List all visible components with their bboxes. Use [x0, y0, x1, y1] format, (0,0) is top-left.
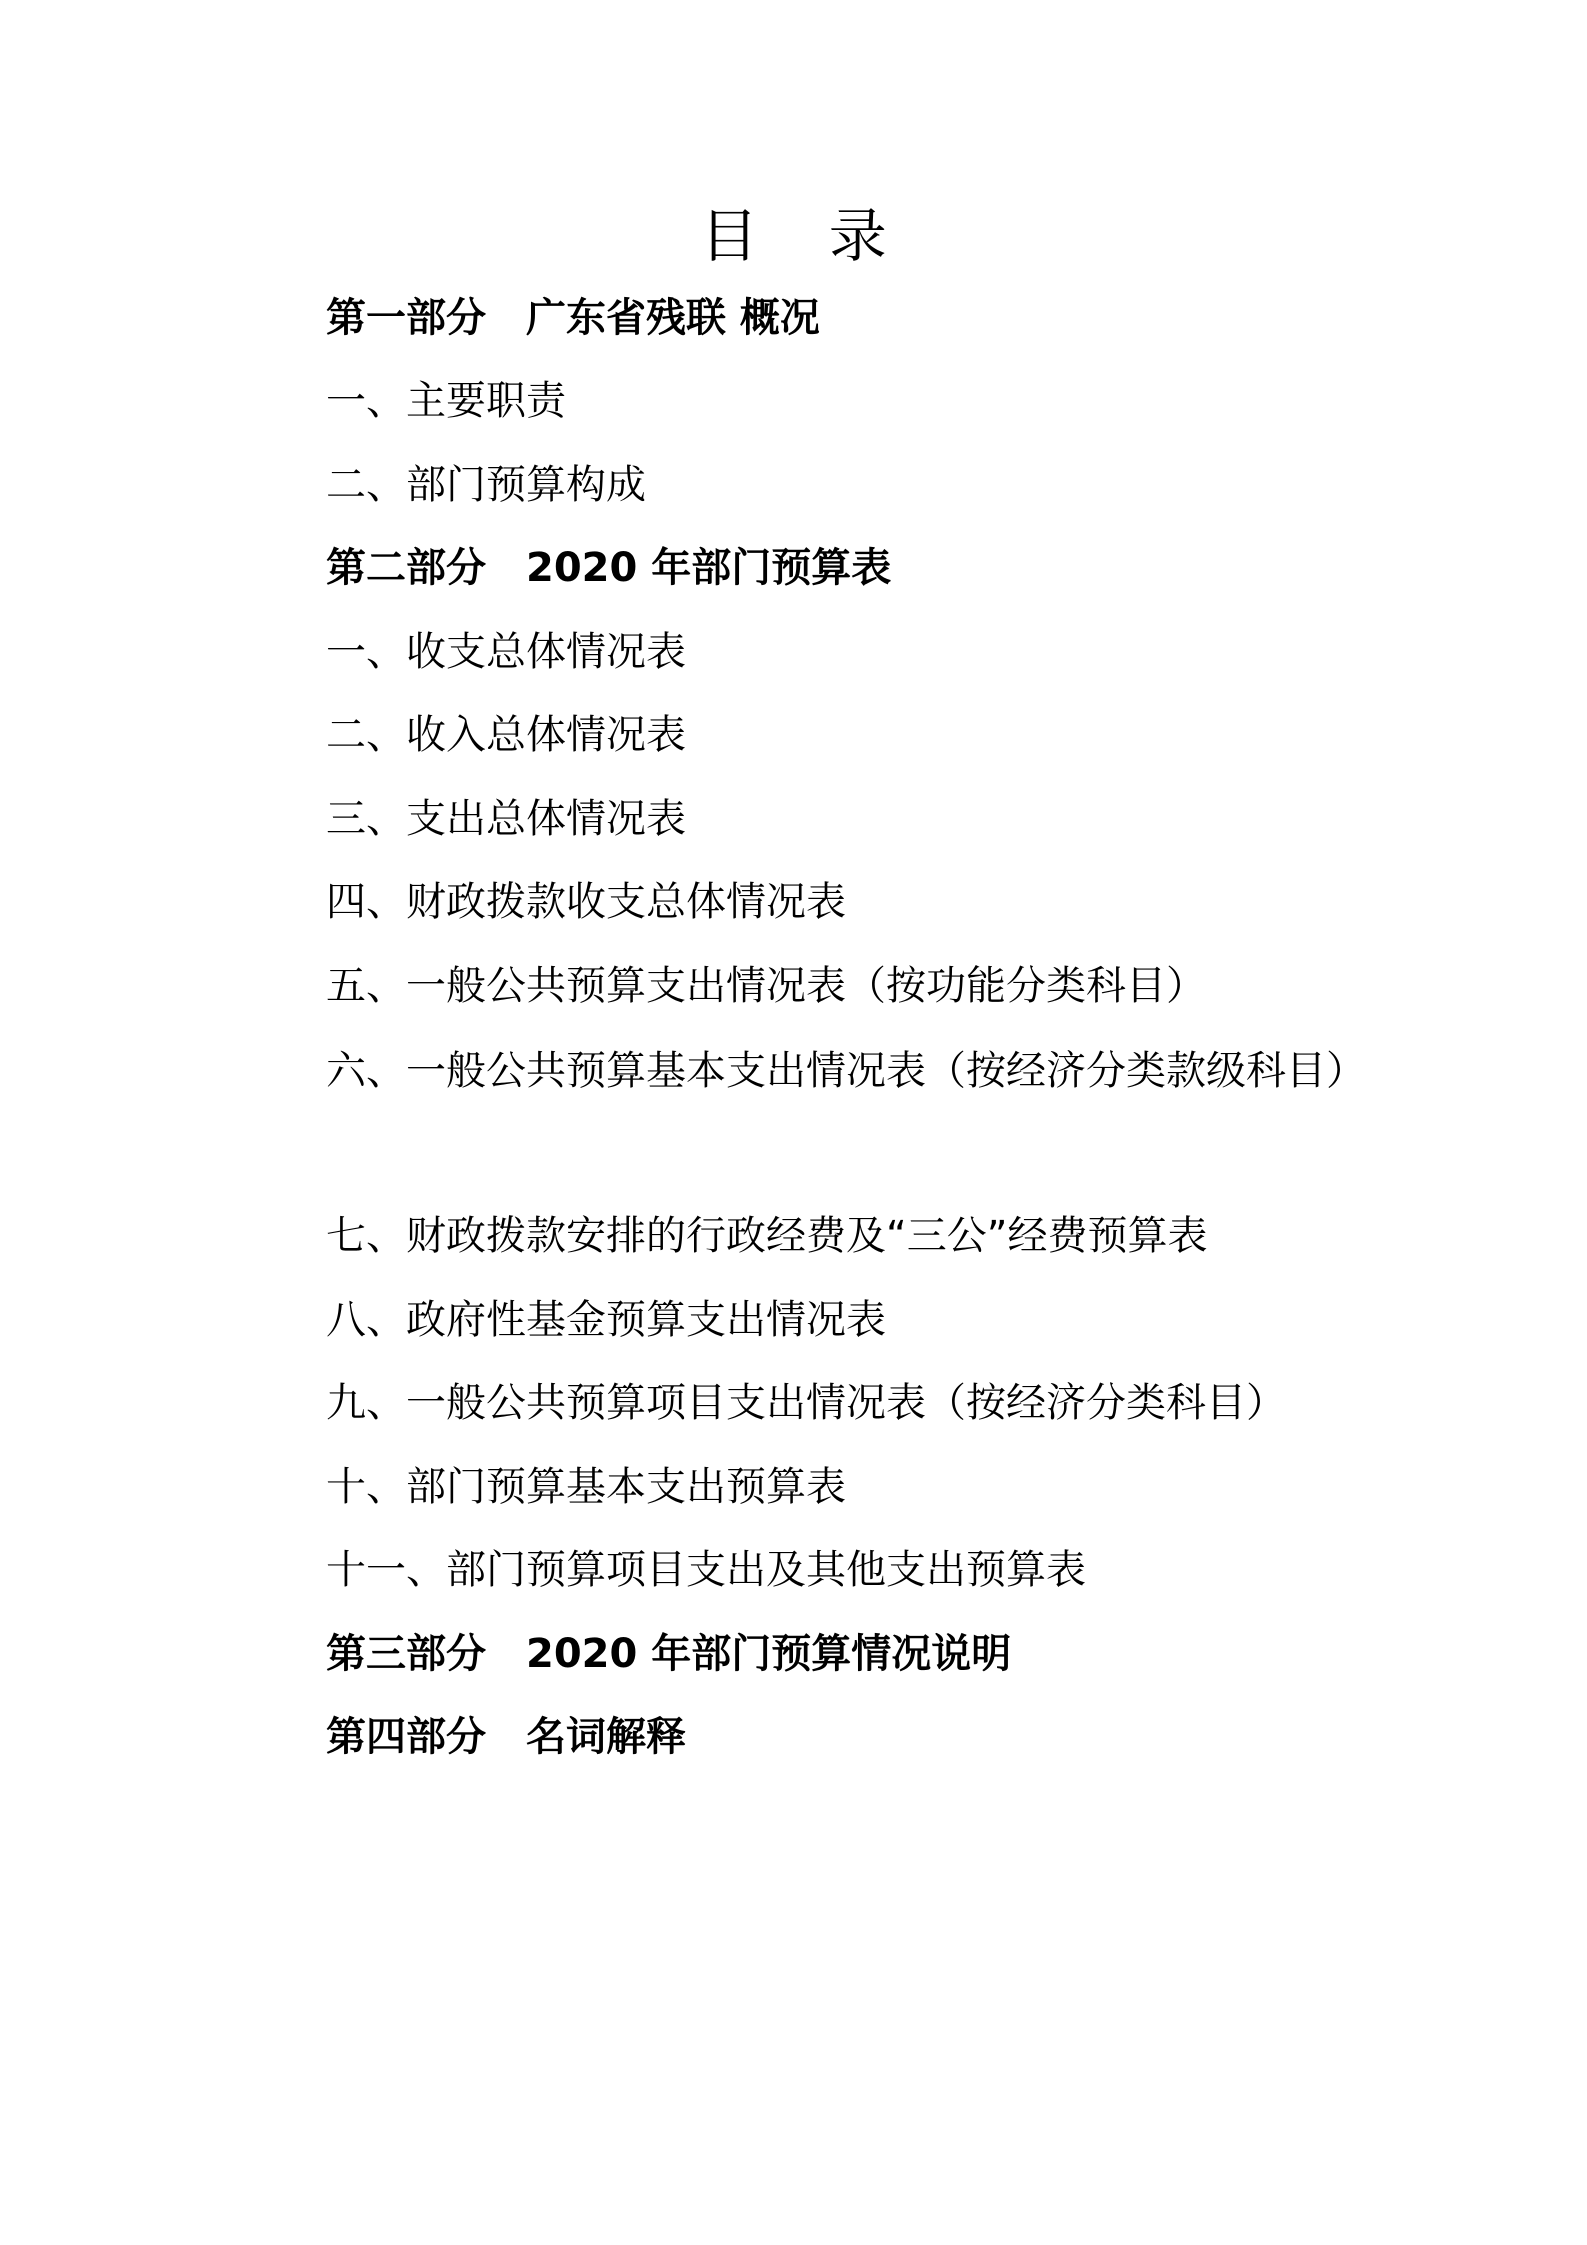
- toc-item-2-11[interactable]: 十一、部门预算项目支出及其他支出预算表: [326, 1547, 1086, 1593]
- toc-item-2-10[interactable]: 十、部门预算基本支出预算表: [326, 1464, 846, 1510]
- toc-item-2-7[interactable]: 七、财政拨款安排的行政经费及“三公”经费预算表: [326, 1213, 1208, 1259]
- toc-item-2-9[interactable]: 九、一般公共预算项目支出情况表（按经济分类科目）: [326, 1380, 1286, 1426]
- page-title: 目 录: [700, 202, 913, 270]
- toc-part-3[interactable]: 第三部分 2020 年部门预算情况说明: [326, 1631, 1012, 1677]
- toc-item-2-8[interactable]: 八、政府性基金预算支出情况表: [326, 1297, 886, 1343]
- toc-item-2-6[interactable]: 六、一般公共预算基本支出情况表（按经济分类款级科目）: [326, 1048, 1366, 1094]
- toc-item-1-1[interactable]: 一、主要职责: [326, 378, 566, 424]
- toc-item-2-4[interactable]: 四、财政拨款收支总体情况表: [326, 879, 846, 925]
- toc-part-1[interactable]: 第一部分 广东省残联 概况: [326, 295, 820, 341]
- toc-part-4[interactable]: 第四部分 名词解释: [326, 1714, 686, 1760]
- toc-item-2-2[interactable]: 二、收入总体情况表: [326, 712, 686, 758]
- toc-item-2-1[interactable]: 一、收支总体情况表: [326, 629, 686, 675]
- toc-item-1-2[interactable]: 二、部门预算构成: [326, 462, 646, 508]
- toc-item-2-5[interactable]: 五、一般公共预算支出情况表（按功能分类科目）: [326, 963, 1206, 1009]
- toc-item-2-3[interactable]: 三、支出总体情况表: [326, 796, 686, 842]
- toc-part-2[interactable]: 第二部分 2020 年部门预算表: [326, 545, 892, 591]
